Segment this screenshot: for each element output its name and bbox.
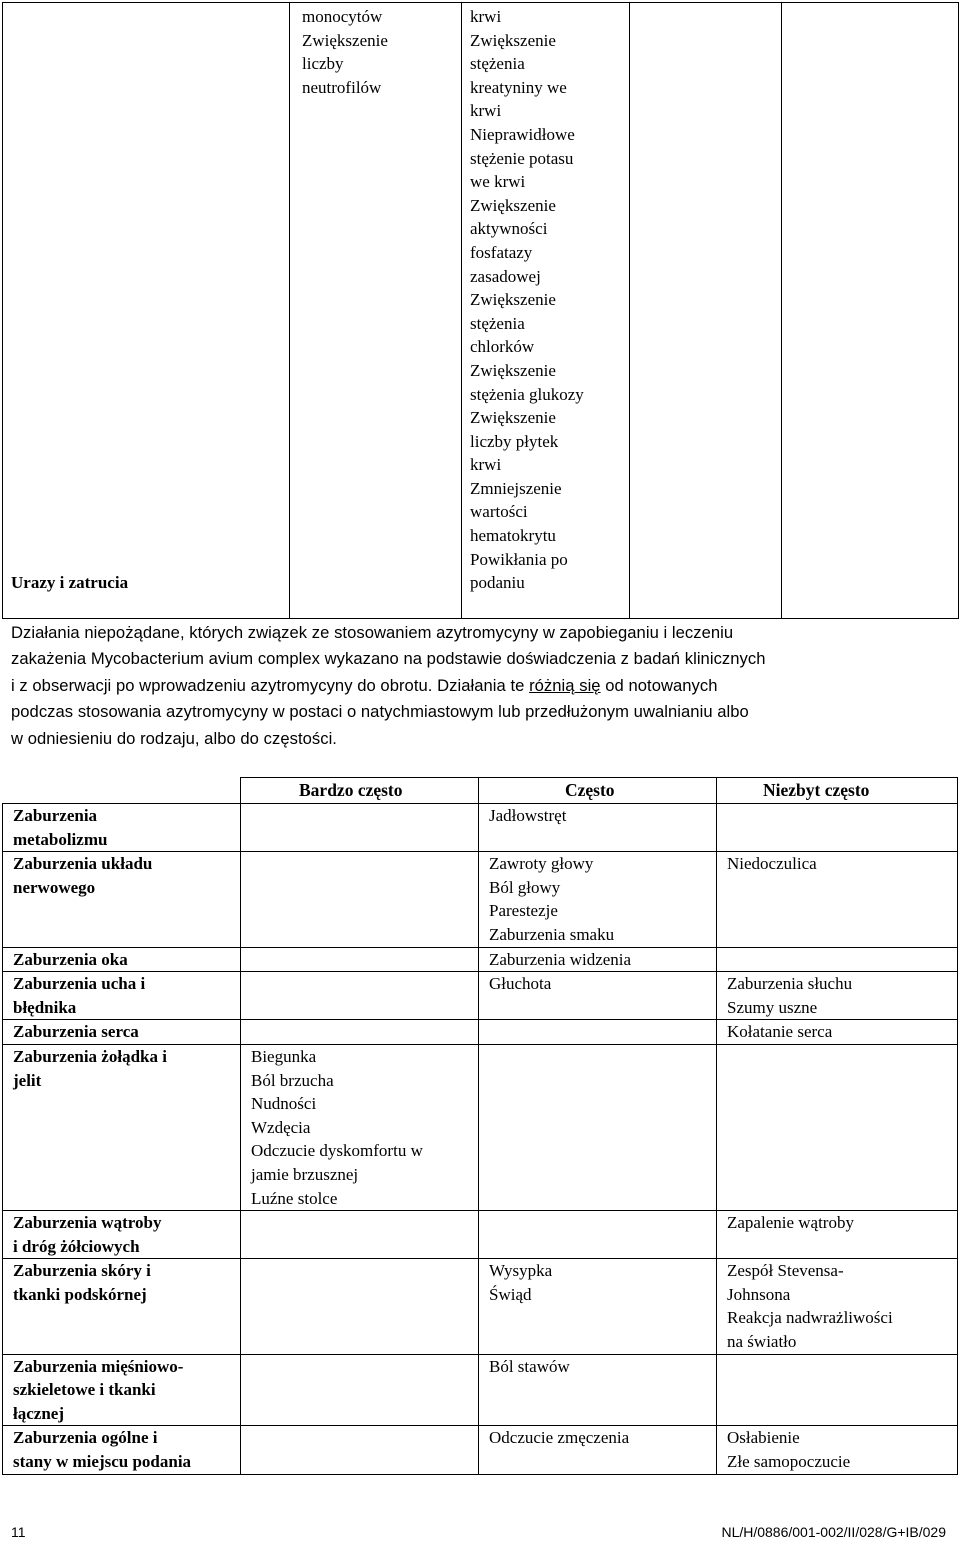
- adverse-reaction: Ból brzucha: [251, 1070, 334, 1090]
- adverse-reaction: Ból stawów: [489, 1356, 570, 1376]
- table-row: [3, 1044, 958, 1210]
- uncommon-cell: [717, 1211, 958, 1259]
- common-cell: [479, 852, 717, 947]
- adverse-reaction: Głuchota: [489, 974, 552, 994]
- adverse-reaction: Jadłowstręt: [489, 806, 567, 825]
- common-cell: [479, 1259, 717, 1354]
- paragraph-text: Działania te: [432, 675, 530, 695]
- header-common: Często: [479, 778, 717, 804]
- cell-line: Zwiększenie: [470, 195, 556, 215]
- system-organ-class-cell: [3, 3, 290, 619]
- cell-line: Zwiększenie: [470, 360, 556, 380]
- cell-line: Nieprawidłowe: [470, 124, 575, 144]
- system-organ-class: Zaburzenia ucha i: [13, 974, 146, 994]
- cell-line: krwi: [470, 7, 502, 26]
- adverse-reaction: Świąd: [489, 1284, 532, 1304]
- cell-line: fosfatazy: [470, 242, 533, 262]
- page-number: 11: [11, 1524, 26, 1540]
- adverse-reaction: Ból głowy: [489, 877, 561, 897]
- cell-line: kreatyniny we: [470, 77, 567, 97]
- adverse-reaction: Odczucie zmęczenia: [489, 1428, 630, 1448]
- adverse-reaction: Szumy uszne: [727, 997, 818, 1017]
- table-row: [3, 852, 958, 947]
- system-organ-class: tkanki podskórnej: [13, 1284, 147, 1304]
- cell-line: stężenia: [470, 313, 525, 333]
- system-organ-class: Zaburzenia skóry i: [13, 1261, 151, 1281]
- cell-line: aktywności: [470, 219, 548, 239]
- adverse-reaction: Reakcja nadwrażliwości: [727, 1308, 893, 1328]
- cell-line: neutrofilów: [302, 77, 382, 97]
- adverse-reaction: Biegunka: [251, 1046, 317, 1066]
- adverse-reaction: Wysypka: [489, 1261, 553, 1281]
- adverse-reaction: Zespół Stevensa-: [727, 1261, 844, 1281]
- adverse-reaction: Nudności: [251, 1094, 317, 1114]
- system-organ-class-cell: [3, 1426, 241, 1474]
- table-row: [3, 804, 958, 852]
- system-organ-class-cell: [3, 1259, 241, 1354]
- cell-line: stężenia glukozy: [470, 384, 584, 404]
- cell-line: Zmniejszenie: [470, 478, 562, 498]
- paragraph-text: od notowanych: [600, 675, 718, 695]
- system-organ-class: metabolizmu: [13, 829, 108, 849]
- adverse-reaction: Złe samopoczucie: [727, 1452, 851, 1472]
- frequency-table: [2, 777, 958, 1475]
- uncommon-cell: [717, 947, 958, 972]
- cell-line: Powikłania po: [470, 549, 568, 569]
- cell-line: stężenie potasu: [470, 148, 574, 168]
- system-organ-class: łącznej: [13, 1403, 64, 1423]
- uncommon-cell: [717, 1020, 958, 1045]
- cell-line: Zwiększenie: [470, 30, 556, 50]
- empty-cell: [782, 3, 959, 619]
- very-common-cell: [241, 1354, 479, 1426]
- system-organ-class: Zaburzenia ogólne i: [13, 1428, 158, 1448]
- uncommon-cell: [717, 1044, 958, 1210]
- paragraph-text: i z obserwacji po wprowadzeniu azytromycyny do obrotu.: [11, 675, 433, 695]
- paragraph-line: w odniesieniu do rodzaju, albo do częstości.: [11, 728, 337, 748]
- uncommon-cell: [717, 852, 958, 947]
- very-common-cell: [241, 972, 479, 1020]
- system-organ-class: Zaburzenia oka: [13, 949, 128, 969]
- header-blank-cell: [3, 778, 241, 804]
- adverse-reaction: na światło: [727, 1332, 797, 1352]
- system-organ-class-cell: [3, 1354, 241, 1426]
- cell-line: wartości: [470, 502, 528, 522]
- cell-line: Zwiększenie: [302, 30, 388, 50]
- adverse-reaction: Kołatanie serca: [727, 1022, 833, 1042]
- table-row: [3, 1426, 958, 1474]
- adverse-reaction: Zapalenie wątroby: [727, 1213, 854, 1233]
- adverse-reaction: Johnsona: [727, 1284, 791, 1304]
- table-row: [3, 3, 959, 619]
- uncommon-cell: [717, 1354, 958, 1426]
- system-organ-class: Zaburzenia żołądka i: [13, 1046, 167, 1066]
- system-organ-class: Zaburzenia mięśniowo-: [13, 1356, 184, 1376]
- cell-line: hematokrytu: [470, 526, 556, 546]
- system-organ-class-cell: [3, 1044, 241, 1210]
- common-cell: [479, 972, 717, 1020]
- cell-line: krwi: [470, 455, 502, 475]
- system-organ-class: Zaburzenia wątroby: [13, 1213, 162, 1233]
- common-cell: [479, 1354, 717, 1426]
- common-cell: [479, 804, 717, 852]
- table-row: [3, 1020, 958, 1045]
- very-common-cell: [241, 1020, 479, 1045]
- very-common-cell: [241, 1259, 479, 1354]
- very-common-cell: [241, 1044, 479, 1210]
- cell-line: krwi: [470, 101, 502, 121]
- uncommon-cell: [717, 1426, 958, 1474]
- common-cell: [479, 1211, 717, 1259]
- col3-cell: [462, 3, 630, 619]
- table-row: [3, 1259, 958, 1354]
- very-common-cell: [241, 1426, 479, 1474]
- system-organ-class: Zaburzenia serca: [13, 1022, 139, 1042]
- cell-line: we krwi: [470, 172, 526, 192]
- very-common-cell: [241, 852, 479, 947]
- cell-line: monocytów: [302, 7, 383, 26]
- uncommon-cell: [717, 1259, 958, 1354]
- uncommon-cell: [717, 972, 958, 1020]
- empty-cell: [630, 3, 782, 619]
- cell-line: zasadowej: [470, 266, 541, 286]
- table-row: [3, 1354, 958, 1426]
- cell-line: Zwiększenie: [470, 290, 556, 310]
- adverse-reaction: Wzdęcia: [251, 1117, 311, 1137]
- adverse-reaction: Zaburzenia słuchu: [727, 974, 853, 994]
- cell-line: Zwiększenie: [470, 408, 556, 428]
- system-organ-class: jelit: [13, 1070, 42, 1090]
- system-organ-class: Zaburzenia układu: [13, 854, 153, 874]
- paragraph-line: [11, 673, 931, 699]
- common-cell: [479, 947, 717, 972]
- paragraph-line: Działania niepożądane, których związek ze stosowaniem azytromycyny w zapobieganiu i leczeniu: [11, 623, 734, 642]
- adverse-reaction: Zaburzenia smaku: [489, 924, 615, 944]
- cell-line: liczby: [302, 54, 344, 74]
- very-common-cell: [241, 1211, 479, 1259]
- intro-paragraph: [11, 620, 931, 752]
- underlined-text: różnią się: [529, 675, 601, 695]
- cell-line: chlorków: [470, 337, 535, 357]
- system-organ-class: i dróg żółciowych: [13, 1236, 140, 1256]
- system-organ-class-cell: [3, 804, 241, 852]
- adverse-reaction: Osłabienie: [727, 1428, 800, 1448]
- adverse-reaction: Zaburzenia widzenia: [489, 949, 632, 969]
- adverse-effects-table-continued: [2, 2, 959, 619]
- col2-cell: [290, 3, 462, 619]
- cell-line: podaniu: [470, 573, 525, 593]
- header-very-common: Bardzo często: [241, 778, 479, 804]
- adverse-reaction: Parestezje: [489, 901, 558, 921]
- system-organ-class-cell: [3, 852, 241, 947]
- common-cell: [479, 1044, 717, 1210]
- system-organ-class: Zaburzenia: [13, 806, 98, 825]
- system-organ-class-cell: [3, 1211, 241, 1259]
- uncommon-cell: [717, 804, 958, 852]
- table-row: [3, 1211, 958, 1259]
- adverse-reaction: jamie brzusznej: [251, 1164, 359, 1184]
- cell-line: liczby płytek: [470, 431, 559, 451]
- very-common-cell: [241, 947, 479, 972]
- common-cell: [479, 1020, 717, 1045]
- system-organ-class: nerwowego: [13, 877, 96, 897]
- system-organ-class-cell: [3, 1020, 241, 1045]
- very-common-cell: [241, 804, 479, 852]
- document-code: NL/H/0886/001-002/II/028/G+IB/029: [721, 1524, 946, 1540]
- cell-line: stężenia: [470, 54, 525, 74]
- adverse-reaction: Zawroty głowy: [489, 854, 594, 874]
- paragraph-line: podczas stosowania azytromycyny w postaci o natychmiastowym lub przedłużonym uwalnianiu albo: [11, 702, 749, 722]
- paragraph-line: zakażenia Mycobacterium avium complex wykazano na podstawie doświadczenia z badań klinicznych: [11, 649, 766, 669]
- table-header-row: [3, 778, 958, 804]
- header-uncommon: Niezbyt często: [717, 778, 958, 804]
- adverse-reaction: Niedoczulica: [727, 854, 817, 874]
- adverse-reaction: Luźne stolce: [251, 1188, 338, 1208]
- table-row: [3, 972, 958, 1020]
- system-organ-class: Urazy i zatrucia: [11, 573, 129, 593]
- system-organ-class: szkieletowe i tkanki: [13, 1380, 156, 1400]
- common-cell: [479, 1426, 717, 1474]
- system-organ-class: błędnika: [13, 997, 77, 1017]
- adverse-reaction: Odczucie dyskomfortu w: [251, 1141, 423, 1161]
- system-organ-class-cell: [3, 972, 241, 1020]
- system-organ-class: stany w miejscu podania: [13, 1452, 192, 1472]
- table-row: [3, 947, 958, 972]
- system-organ-class-cell: [3, 947, 241, 972]
